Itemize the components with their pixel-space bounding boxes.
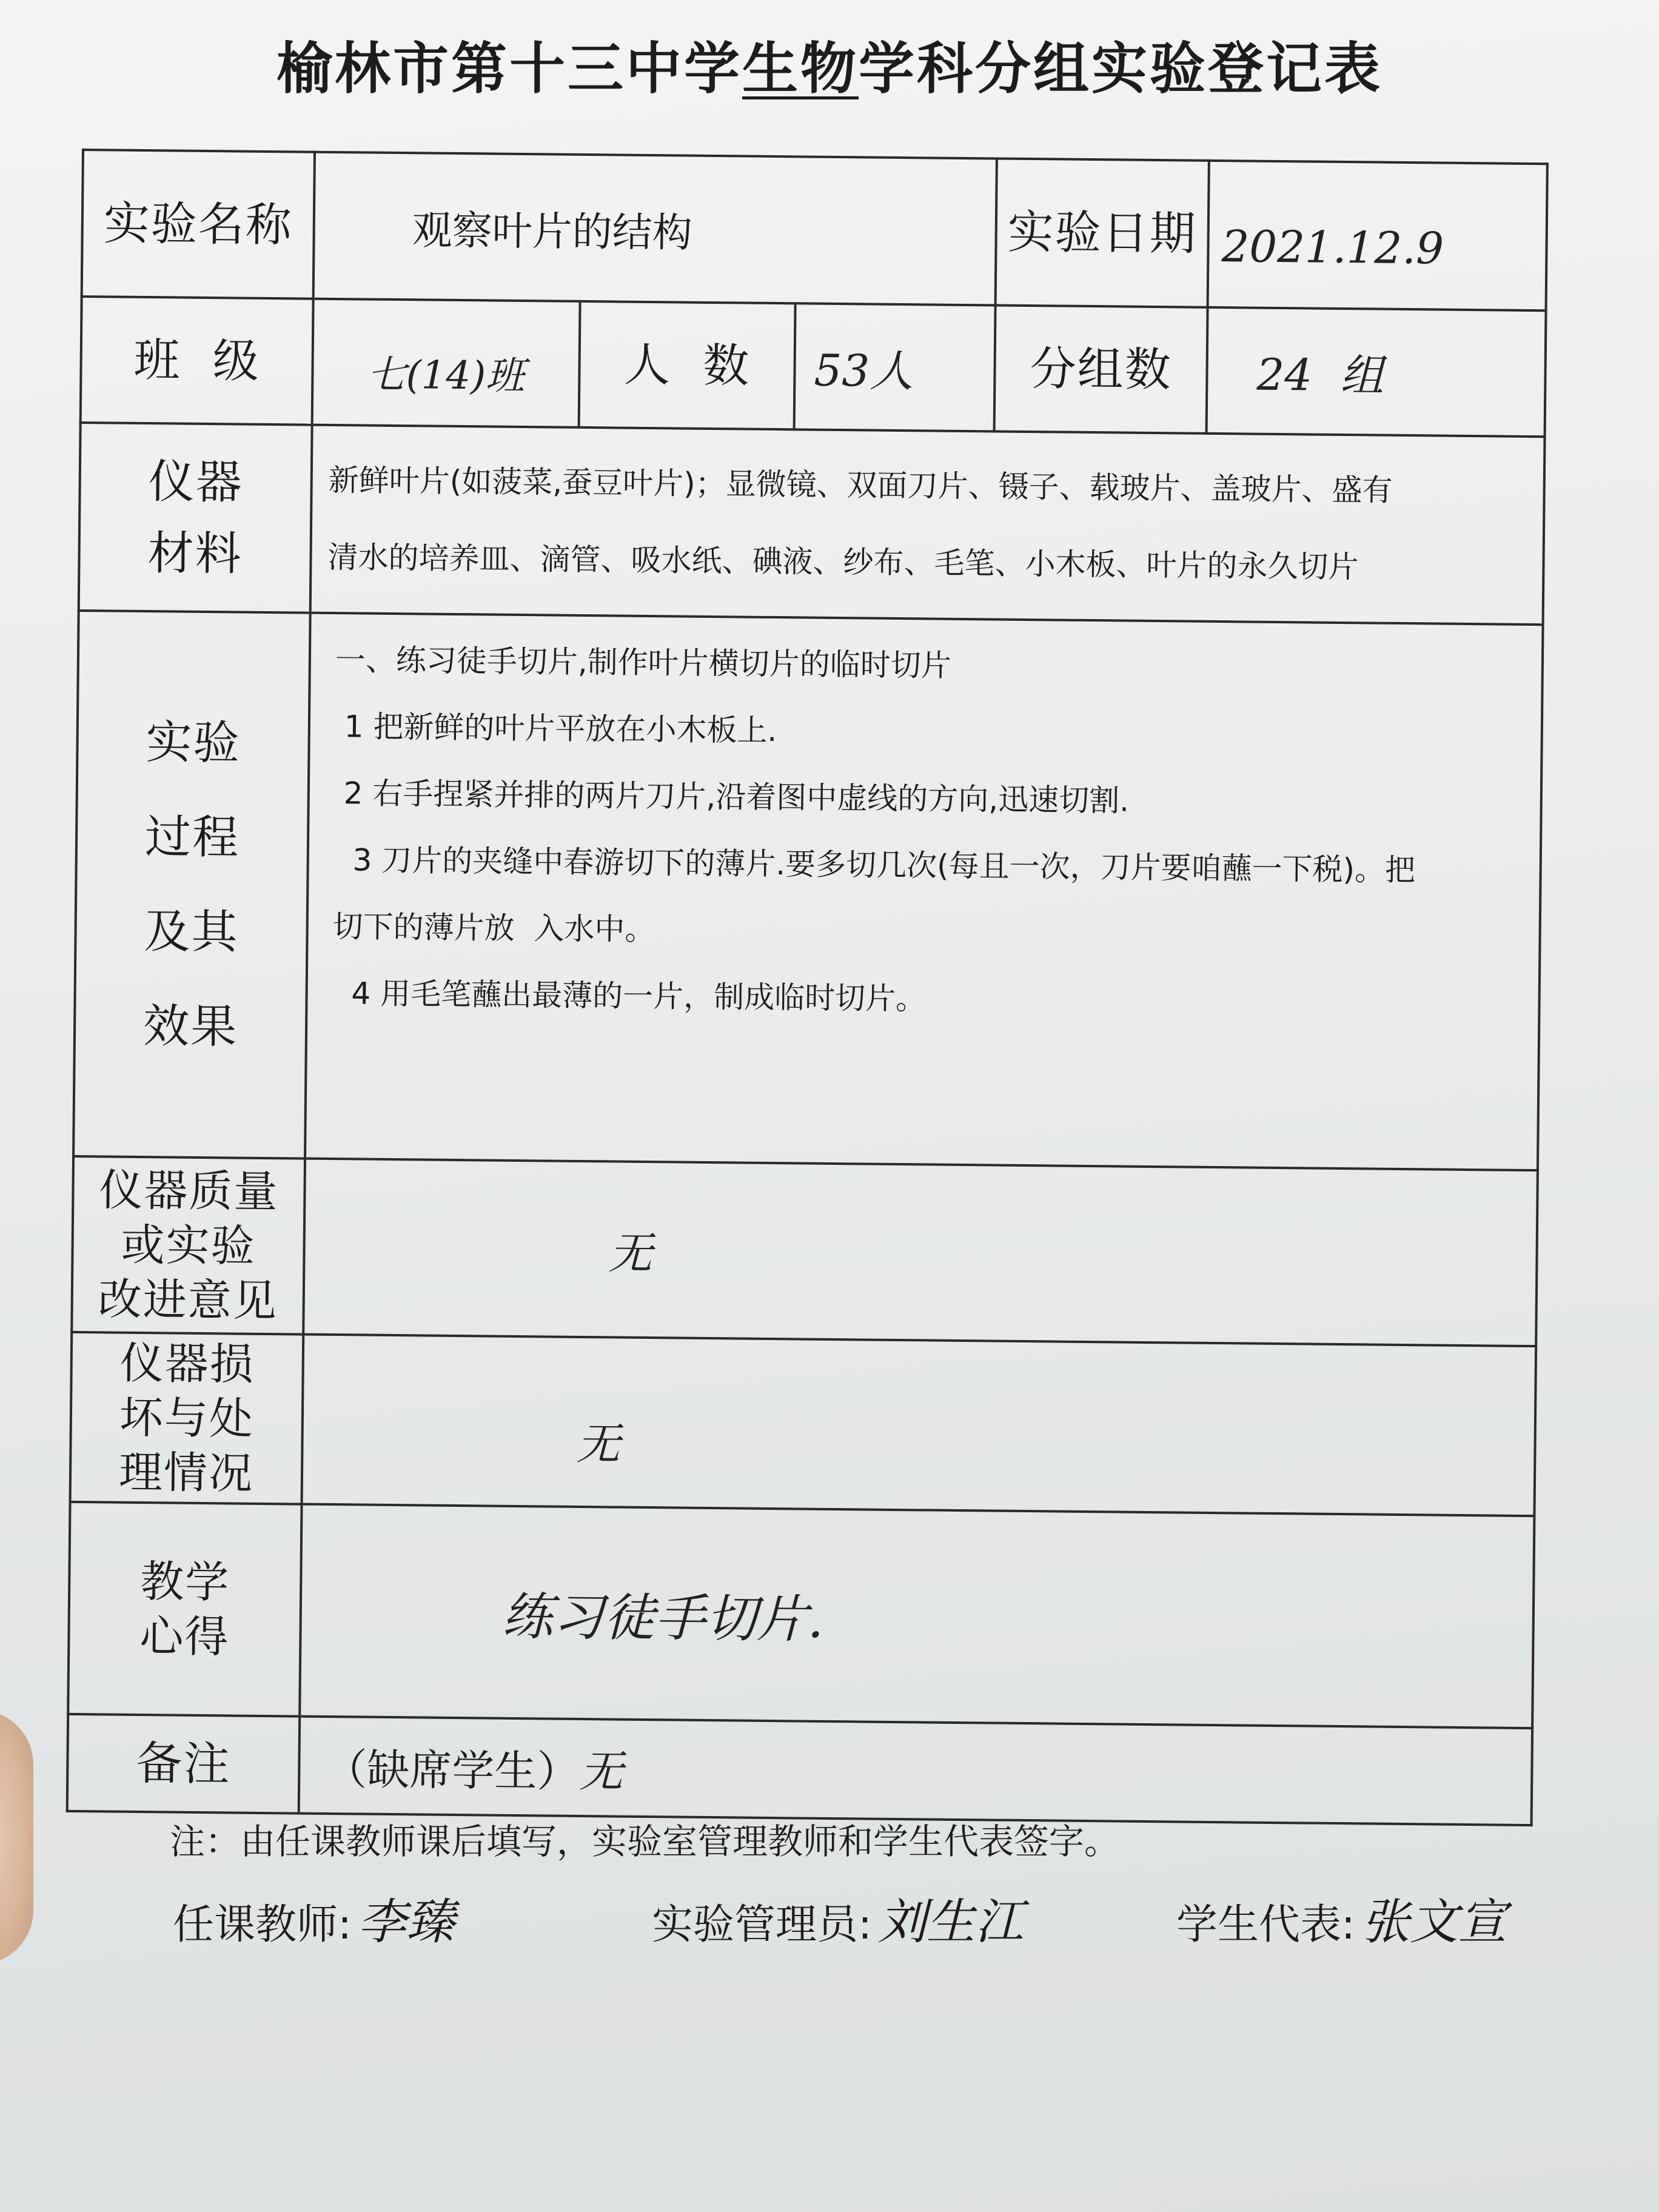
class-label: 班 级 <box>81 297 313 425</box>
teacher-label: 任课教师: <box>173 1901 352 1949</box>
finger-edge <box>0 1710 33 1965</box>
form-table <box>66 149 1549 1826</box>
materials-line1: 新鲜叶片(如菠菜,蚕豆叶片)；显微镜、双面刀片、镊子、载玻片、盖玻片、盛有 <box>328 462 1393 508</box>
student-name: 张文宣 <box>1361 1894 1507 1950</box>
experiment-date-label: 实验日期 <box>996 158 1209 307</box>
damage-label-line3: 理情况 <box>118 1446 254 1499</box>
teaching-label-line2: 心得 <box>139 1610 230 1663</box>
title-school: 榆林市第十三中学 <box>276 36 742 101</box>
teaching-value: 练习徒手切片. <box>300 1504 1534 1728</box>
damage-label-line1: 仪器损 <box>119 1337 255 1390</box>
process-line: 4 用毛笔蘸出最薄的一片，制成临时切片。 <box>332 976 927 1017</box>
process-line: 一、练习徒手切片,制作叶片横切片的临时切片 <box>335 642 952 683</box>
process-label-line4: 效果 <box>142 998 238 1054</box>
row-class <box>81 297 1546 437</box>
damage-value: 无 <box>302 1335 1537 1517</box>
process-line: 2 右手捏紧并排的两片刀片,沿着图中虚线的方向,迅速切割. <box>333 776 1130 819</box>
count-label: 人 数 <box>579 301 796 429</box>
quality-label-line2: 或实验 <box>121 1219 256 1272</box>
materials-label <box>79 423 312 613</box>
row-process <box>73 611 1543 1170</box>
experiment-name-value: 观察叶片的结构 <box>313 152 997 306</box>
row-quality <box>72 1156 1538 1346</box>
process-line: 3 刀片的夹缝中春游切下的薄片.要多切几次(每且一次，刀片要咱蘸一下税)。把 <box>333 842 1416 888</box>
process-content <box>305 613 1543 1170</box>
student-signature <box>1176 1883 1507 1952</box>
experiment-name-label: 实验名称 <box>82 150 315 299</box>
damage-label-line2: 坏与处 <box>119 1392 255 1444</box>
teacher-signature <box>173 1883 455 1952</box>
teacher-name: 李臻 <box>357 1894 455 1950</box>
process-label-line3: 及其 <box>144 904 240 959</box>
form-note: 注：由任课教师课后填写，实验室管理教师和学生代表签字。 <box>170 1821 1120 1862</box>
count-value: 53人 <box>794 303 996 431</box>
quality-value: 无 <box>303 1159 1538 1347</box>
title-rest: 学科分组实验登记表 <box>859 36 1383 101</box>
quality-label-line1: 仪器质量 <box>99 1164 279 1218</box>
form-title <box>0 24 1659 104</box>
remarks-value: 无 <box>578 1746 623 1797</box>
teaching-label-line1: 教学 <box>139 1556 230 1608</box>
process-line: 1 把新鲜的叶片平放在小木板上. <box>334 709 777 749</box>
class-value: 七(14)班 <box>312 299 580 427</box>
row-materials <box>79 423 1545 625</box>
experiment-date-value: 2021.12.9 <box>1208 161 1547 310</box>
row-remarks <box>67 1714 1532 1825</box>
remarks-label: 备注 <box>67 1714 300 1814</box>
quality-label-line3: 改进意见 <box>98 1273 278 1327</box>
admin-name: 刘生江 <box>877 1894 1024 1950</box>
admin-label: 实验管理员: <box>652 1901 872 1949</box>
student-label: 学生代表: <box>1176 1901 1355 1949</box>
remarks-prefix: （缺席学生） <box>324 1744 580 1797</box>
materials-list <box>310 425 1545 625</box>
row-damage <box>70 1332 1537 1516</box>
materials-label-line2: 材料 <box>147 526 243 581</box>
materials-line2: 清水的培养皿、滴管、吸水纸、碘液、纱布、毛笔、小木板、叶片的永久切片 <box>327 539 1359 585</box>
quality-label <box>72 1156 305 1335</box>
row-experiment-name <box>82 150 1547 310</box>
process-label <box>73 611 310 1159</box>
damage-label <box>70 1332 304 1504</box>
row-teaching <box>68 1502 1534 1728</box>
process-label-line2: 过程 <box>144 809 240 865</box>
groups-value: 24 组 <box>1207 307 1546 437</box>
process-label-line1: 实验 <box>146 715 241 770</box>
process-line: 切下的薄片放 入水中。 <box>332 909 655 948</box>
teaching-label <box>68 1502 301 1717</box>
groups-label: 分组数 <box>994 305 1208 433</box>
remarks-content <box>299 1717 1532 1826</box>
registration-form <box>66 149 1546 1824</box>
title-subject: 生物 <box>742 36 859 101</box>
admin-signature <box>652 1883 1024 1952</box>
materials-label-line1: 仪器 <box>148 454 244 509</box>
